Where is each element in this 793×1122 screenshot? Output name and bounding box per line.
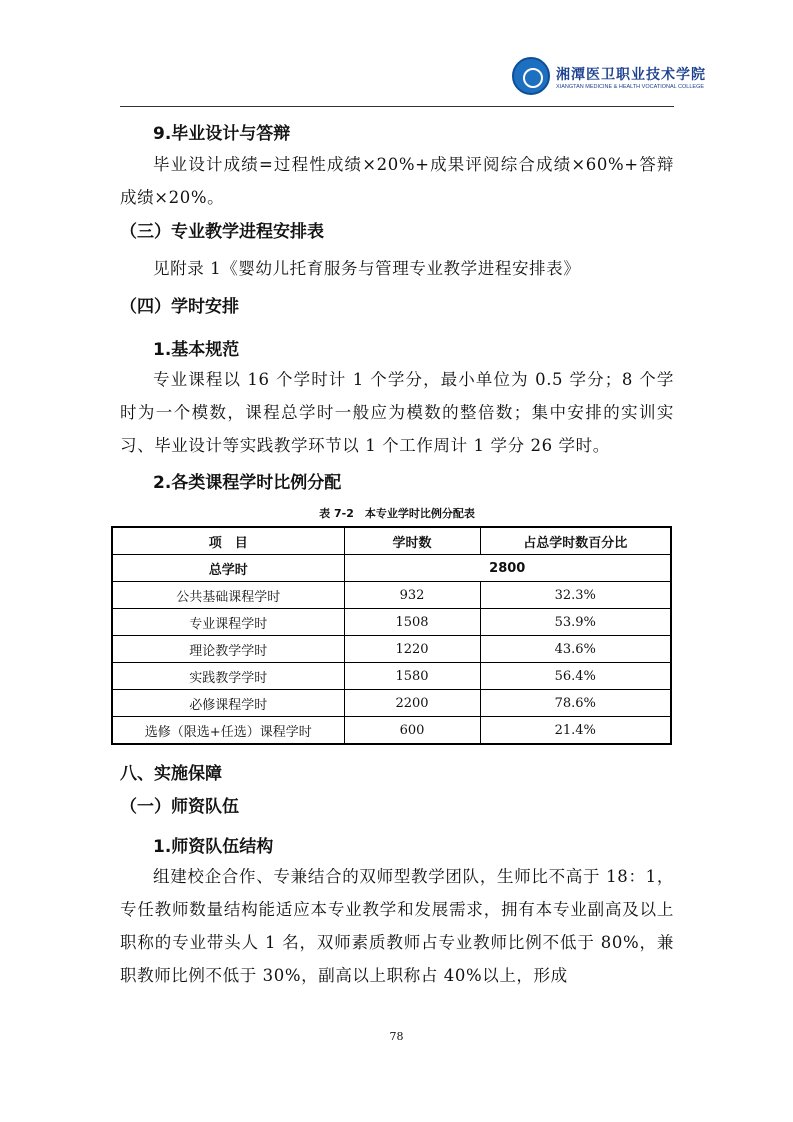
cell: 32.3% bbox=[480, 582, 671, 609]
header-percent: 占总学时数百分比 bbox=[480, 527, 671, 555]
cell: 56.4% bbox=[480, 663, 671, 690]
paragraph-9: 毕业设计成绩=过程性成绩×20%+成果评阅综合成绩×60%+答辩成绩×20%。 bbox=[120, 155, 674, 207]
table-header-row bbox=[112, 527, 671, 555]
cell: 1580 bbox=[344, 663, 480, 690]
cell: 公共基础课程学时 bbox=[112, 582, 344, 609]
paragraph-3: 见附录 1《婴幼儿托育服务与管理专业教学进程安排表》 bbox=[153, 259, 581, 278]
cell: 53.9% bbox=[480, 609, 671, 636]
header-hours: 学时数 bbox=[344, 527, 480, 555]
table-caption: 表 7-2 本专业学时比例分配表 bbox=[319, 507, 475, 520]
cell: 选修（限选+任选）课程学时 bbox=[112, 717, 344, 745]
cell: 1220 bbox=[344, 636, 480, 663]
cell: 21.4% bbox=[480, 717, 671, 745]
cell: 43.6% bbox=[480, 636, 671, 663]
cell: 实践教学学时 bbox=[112, 663, 344, 690]
cell: 必修课程学时 bbox=[112, 690, 344, 717]
school-logo bbox=[512, 57, 550, 95]
heading-basic-norm: 1.基本规范 bbox=[153, 340, 240, 360]
table-total-row bbox=[112, 555, 671, 582]
table-row bbox=[112, 582, 671, 609]
heading-8: 八、实施保障 bbox=[120, 764, 222, 784]
cell: 78.6% bbox=[480, 690, 671, 717]
table-row bbox=[112, 636, 671, 663]
cell: 专业课程学时 bbox=[112, 609, 344, 636]
cell: 600 bbox=[344, 717, 480, 745]
header-divider bbox=[120, 106, 674, 107]
school-name-cn: 湘潭医卫职业技术学院 bbox=[556, 67, 706, 83]
page-number: 78 bbox=[389, 1030, 404, 1043]
cell: 理论教学学时 bbox=[112, 636, 344, 663]
cell: 1508 bbox=[344, 609, 480, 636]
table-row bbox=[112, 690, 671, 717]
hours-table bbox=[111, 526, 672, 745]
table-row bbox=[112, 663, 671, 690]
heading-faculty: （一）师资队伍 bbox=[120, 797, 239, 817]
header-item: 项 目 bbox=[112, 527, 344, 555]
cell: 932 bbox=[344, 582, 480, 609]
heading-3: （三）专业教学进程安排表 bbox=[120, 222, 324, 242]
total-value: 2800 bbox=[344, 555, 671, 582]
table-row bbox=[112, 609, 671, 636]
paragraph-faculty: 组建校企合作、专兼结合的双师型教学团队，生师比不高于 18：1，专任教师数量结构能适应本专业教学和发展需求，拥有本专业副高及以上职称的专业带头人 1 名，双师素质教师占专业教师比例不低于 80%，兼职教师比例不低于 30%，副高以上职称占 40%以上，形成 bbox=[120, 867, 674, 985]
school-name-en: XIANGTAN MEDICINE & HEALTH VOCATIONAL COLLEGE bbox=[556, 84, 705, 90]
paragraph-basic-norm: 专业课程以 16 个学时计 1 个学分，最小单位为 0.5 学分；8 个学时为一个模数，课程总学时一般应为模数的整倍数；集中安排的实训实习、毕业设计等实践教学环节以 1 个工作周计 1 学分 26 学时。 bbox=[120, 370, 674, 455]
total-label: 总学时 bbox=[112, 555, 344, 582]
heading-4: （四）学时安排 bbox=[120, 297, 239, 317]
heading-faculty-structure: 1.师资队伍结构 bbox=[153, 837, 274, 857]
heading-ratio: 2.各类课程学时比例分配 bbox=[153, 473, 342, 493]
cell: 2200 bbox=[344, 690, 480, 717]
heading-9: 9.毕业设计与答辩 bbox=[153, 124, 291, 144]
table-row bbox=[112, 717, 671, 745]
